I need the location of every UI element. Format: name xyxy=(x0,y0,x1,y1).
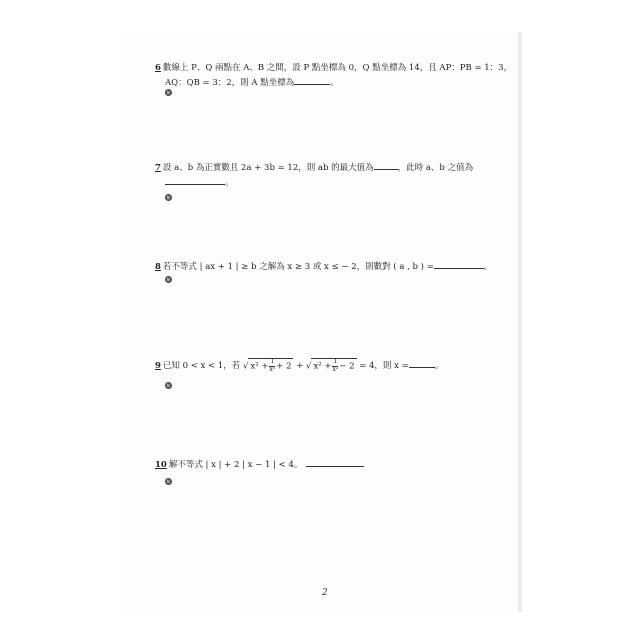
question-9-text: 已知 0 < x < 1，若 xyxy=(162,361,241,372)
page-number: 2 xyxy=(322,588,328,598)
fraction-numerator: 1 xyxy=(270,358,275,365)
question-7 xyxy=(155,160,473,190)
fraction xyxy=(269,359,275,373)
solution-badge-icon: 解 xyxy=(166,383,171,388)
sqrt-expression-2: √ x² + $\frac{1}{\text{x²}}$ − 2 xyxy=(306,358,355,373)
fraction-denominator: x² xyxy=(269,365,276,373)
question-7-text: 設 a、b 為正實數且 2a + 3b = 12，則 ab 的最大值為 xyxy=(162,163,374,173)
answer-blank[interactable] xyxy=(409,358,435,368)
question-6-number: 6 xyxy=(155,63,161,73)
question-8-number: 8 xyxy=(155,262,161,272)
question-7-text-cont: ，此時 a、b 之值為 xyxy=(397,163,474,173)
rad2-constant: − 2 xyxy=(339,361,355,372)
rad1-constant: + 2 xyxy=(276,361,292,372)
solution-badge-icon: 解 xyxy=(166,195,171,200)
question-6 xyxy=(155,62,512,90)
question-9-number: 9 xyxy=(155,361,161,372)
question-8 xyxy=(155,259,492,274)
fraction-denominator: x² xyxy=(332,365,339,373)
document-page xyxy=(120,32,519,612)
question-7-number: 7 xyxy=(155,163,161,173)
question-7-line2 xyxy=(155,175,473,190)
question-10 xyxy=(155,457,364,472)
question-6-line1 xyxy=(155,62,512,75)
equation-rhs: = 4，則 x = xyxy=(359,361,409,372)
sqrt-expression-1: √ x² + $\frac{1}{\text{x²}}$ + 2 xyxy=(243,358,292,373)
question-6-text-line1: 數線上 P、Q 兩點在 A、B 之間，設 P 點坐標為 0，Q 點坐標為 14，且 AP：PB = 1：3， xyxy=(162,63,513,73)
rad2-term: x² + xyxy=(313,361,332,372)
answer-blank[interactable] xyxy=(374,160,398,170)
question-7-suffix: 。 xyxy=(225,177,234,188)
question-10-number: 10 xyxy=(155,460,167,470)
question-7-line1 xyxy=(155,160,473,175)
answer-blank[interactable] xyxy=(306,457,364,467)
page-binding-edge xyxy=(518,32,522,612)
plus-sign: + xyxy=(296,361,304,372)
question-6-text-line2: AQ：QB = 3：2，則 A 點坐標為 xyxy=(165,77,295,88)
question-6-line2 xyxy=(155,75,512,90)
answer-blank[interactable] xyxy=(434,259,484,269)
question-10-text: 解不等式 | x | + 2 | x − 1 | < 4。 xyxy=(168,460,303,470)
solution-badge-icon: 解 xyxy=(166,90,171,95)
question-8-suffix: 。 xyxy=(483,262,493,272)
answer-blank[interactable] xyxy=(165,175,225,185)
answer-blank[interactable] xyxy=(294,75,330,85)
question-8-text: 若不等式 | ax + 1 | ≥ b 之解為 x ≥ 3 或 x ≤ − 2，則數對 ( a , b ) = xyxy=(162,262,434,272)
question-6-suffix: 。 xyxy=(330,77,339,88)
question-9-suffix: 。 xyxy=(434,361,444,372)
solution-badge-icon: 解 xyxy=(166,479,171,484)
rad1-term: x² + xyxy=(250,361,269,372)
solution-badge-icon: 解 xyxy=(166,277,171,282)
fraction-numerator: 1 xyxy=(333,358,338,365)
fraction xyxy=(332,359,338,373)
question-9 xyxy=(155,358,443,373)
